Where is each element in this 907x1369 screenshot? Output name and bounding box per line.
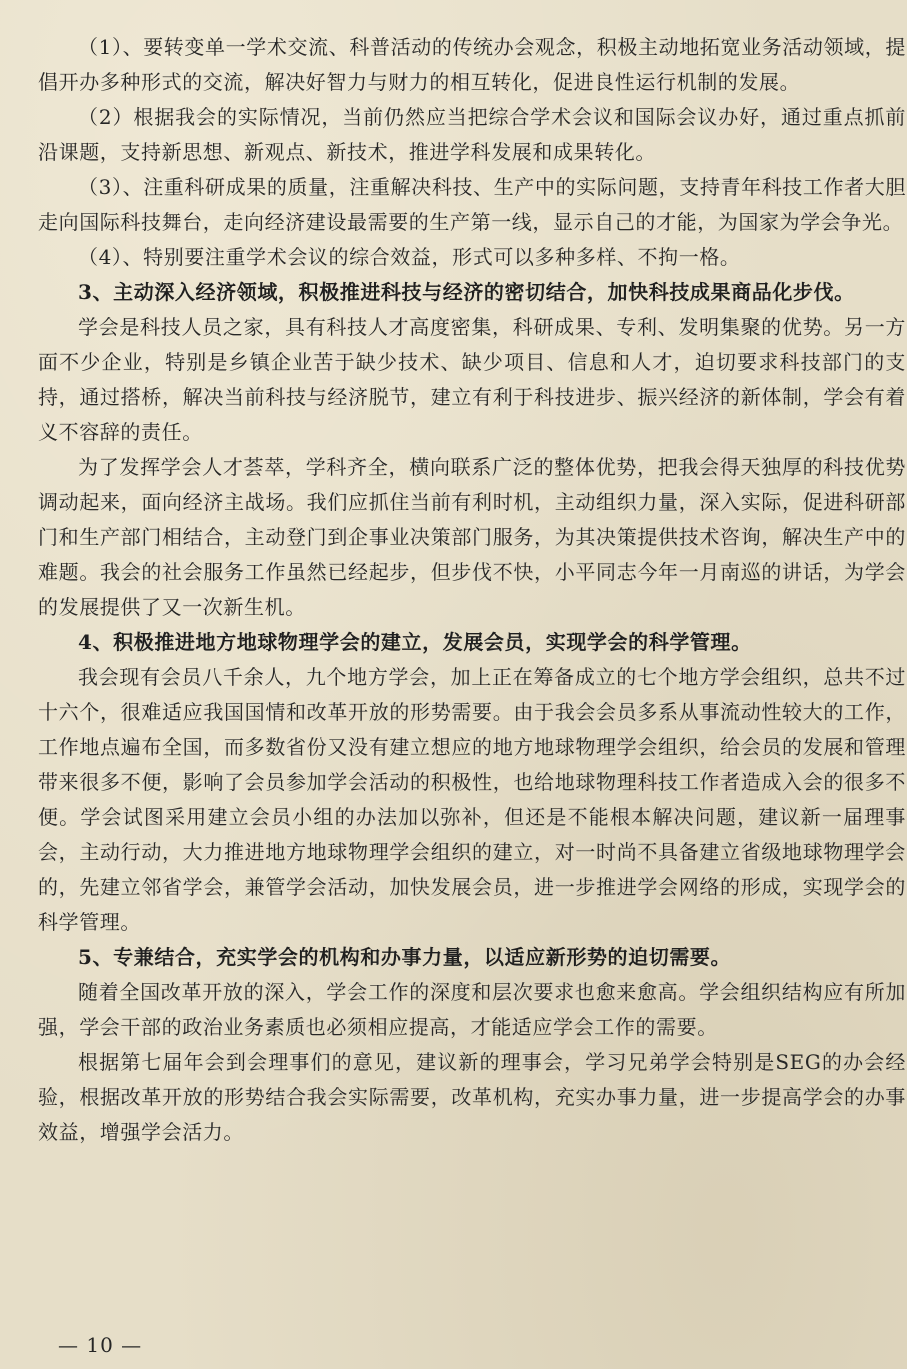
paragraph-item-4: （4）、特别要注重学术会议的综合效益，形式可以多种多样、不拘一格。: [78, 245, 741, 269]
section-heading-3: 3、主动深入经济领域，积极推进科技与经济的密切结合，加快科技成果商品化步伐。: [78, 280, 855, 304]
paragraph-section-5-b: 根据第七届年会到会理事们的意见，建议新的理事会，学习兄弟学会特别是SEG的办会经验，根据改革开放的形势结合我会实际需要，改革机构，充实办事力量，进一步提高学会的办事效益，增强学会活力。: [38, 1050, 906, 1144]
paragraph-section-5-a: 随着全国改革开放的深入，学会工作的深度和层次要求也愈来愈高。学会组织结构应有所加强，学会干部的政治业务素质也必须相应提高，才能适应学会工作的需要。: [38, 980, 906, 1039]
paragraph-section-4: 我会现有会员八千余人，九个地方学会，加上正在筹备成立的七个地方学会组织，总共不过十六个，很难适应我国国情和改革开放的形势需要。由于我会会员多系从事流动性较大的工作，工作地点遍布全国，而多数省份又没有建立想应的地方地球物理学会组织，给会员的发展和管理带来很多不便，影响了会员参加学会活动的积极性，也给地球物理科技工作者造成入会的很多不便。学会试图采用建立会员小组的办法加以弥补，但还是不能根本解决问题，建议新一届理事会，主动行动，大力推进地方地球物理学会组织的建立，对一时尚不具备建立省级地球物理学会的，先建立邻省学会，兼管学会活动，加快发展会员，进一步推进学会网络的形成，实现学会的科学管理。: [38, 665, 906, 934]
paragraph-section-3-a: 学会是科技人员之家，具有科技人才高度密集，科研成果、专利、发明集聚的优势。另一方面不少企业，特别是乡镇企业苦于缺少技术、缺少项目、信息和人才，迫切要求科技部门的支持，通过搭桥，解决当前科技与经济脱节，建立有利于科技进步、振兴经济的新体制，学会有着义不容辞的责任。: [38, 315, 906, 444]
page-number: — 10 —: [58, 1333, 143, 1357]
section-heading-5: 5、专兼结合，充实学会的机构和办事力量，以适应新形势的迫切需要。: [78, 945, 732, 969]
paragraph-item-2: （2）根据我会的实际情况，当前仍然应当把综合学术会议和国际会议办好，通过重点抓前沿课题，支持新思想、新观点、新技术，推进学科发展和成果转化。: [38, 105, 906, 164]
paragraph-section-3-b: 为了发挥学会人才荟萃，学科齐全，横向联系广泛的整体优势，把我会得天独厚的科技优势调动起来，面向经济主战场。我们应抓住当前有利时机，主动组织力量，深入实际，促进科研部门和生产部门相结合，主动登门到企事业决策部门服务，为其决策提供技术咨询，解决生产中的难题。我会的社会服务工作虽然已经起步，但步伐不快，小平同志今年一月南巡的讲话，为学会的发展提供了又一次新生机。: [38, 455, 906, 619]
body-text: [38, 30, 906, 1150]
section-heading-4: 4、积极推进地方地球物理学会的建立，发展会员，实现学会的科学管理。: [78, 630, 752, 654]
paragraph-item-3: （3）、注重科研成果的质量，注重解决科技、生产中的实际问题，支持青年科技工作者大胆走向国际科技舞台，走向经济建设最需要的生产第一线，显示自己的才能，为国家为学会争光。: [38, 175, 906, 234]
paragraph-item-1: （1）、要转变单一学术交流、科普活动的传统办会观念，积极主动地拓宽业务活动领域，提倡开办多种形式的交流，解决好智力与财力的相互转化，促进良性运行机制的发展。: [38, 35, 906, 94]
